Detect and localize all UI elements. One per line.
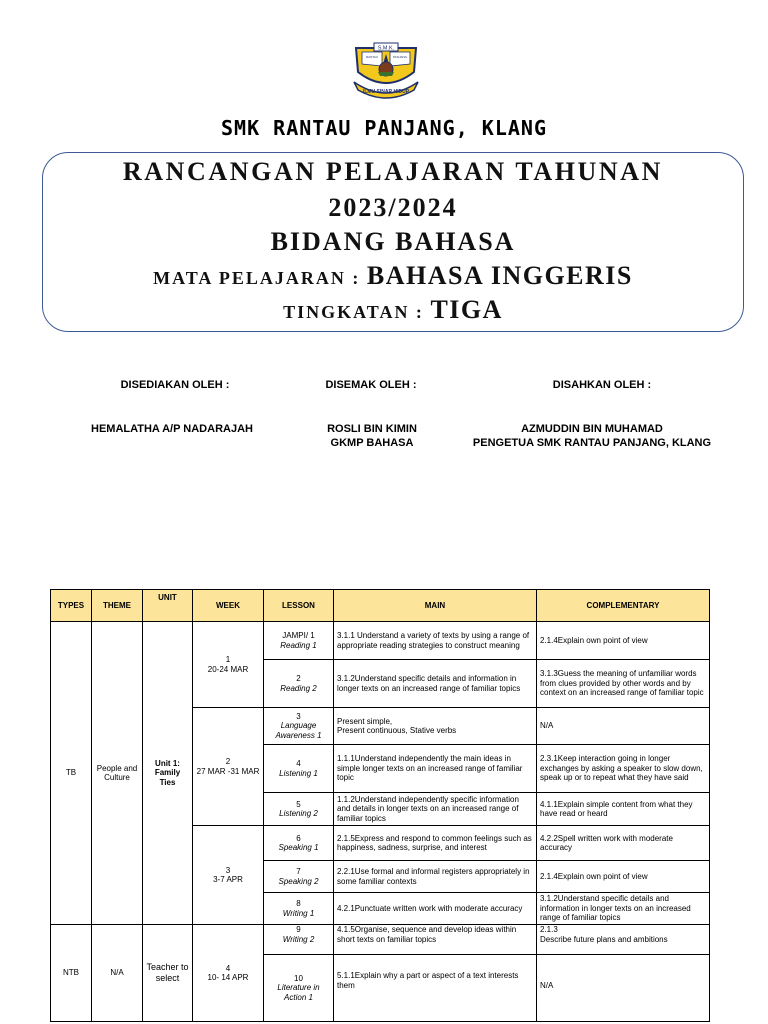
week-cell [193, 708, 264, 826]
header-week: WEEK [193, 590, 264, 622]
crest-right-text: PANJANG [393, 55, 407, 59]
main-cell: Present simple, Present continuous, Stative verbs [334, 708, 537, 745]
crest-left-text: RANTAU [365, 55, 379, 59]
complementary-cell: 3.1.2Understand specific details and information in longer texts on an increased range of familiar topics [537, 893, 710, 925]
unit-cell: Unit 1: Family Ties [143, 622, 193, 925]
subject-value: BAHASA INGGERIS [366, 261, 633, 290]
type-cell: TB [51, 622, 92, 925]
lesson-number: 4 [296, 759, 301, 768]
lesson-name: Listening 2 [279, 809, 318, 818]
subject-line [43, 261, 743, 291]
week-number: 2 [225, 757, 231, 766]
lesson-name: Listening 1 [279, 768, 318, 778]
school-crest-logo [348, 42, 424, 100]
week-cell [193, 925, 264, 1022]
lesson-name: Literature in Action 1 [277, 983, 320, 1002]
week-date: 20-24 MAR [207, 664, 249, 674]
lesson-cell [264, 793, 334, 826]
table-row [51, 925, 710, 955]
lesson-name: Reading 1 [280, 640, 317, 650]
lesson-name: Writing 1 [282, 908, 315, 918]
subject-label: MATA PELAJARAN : [153, 268, 367, 288]
week-cell [193, 826, 264, 925]
academic-year: 2023/2024 [328, 193, 458, 222]
lesson-number: 8 [296, 899, 301, 908]
complementary-cell: 2.1.4Explain own point of view [537, 861, 710, 893]
lesson-cell [264, 622, 334, 660]
main-cell: 2.1.5Express and respond to common feelings such as happiness, sadness, surprise, and interest [334, 826, 537, 861]
header-types: TYPES [51, 590, 92, 622]
form-label: TINGKATAN : [283, 302, 431, 322]
lesson-cell [264, 660, 334, 708]
title-box [42, 152, 744, 332]
type-cell: NTB [51, 925, 92, 1022]
theme-cell: N/A [92, 925, 143, 1022]
lesson-name: Speaking 1 [278, 843, 319, 852]
lesson-number: 6 [296, 833, 301, 843]
lesson-name: Reading 2 [280, 683, 317, 693]
lesson-cell [264, 955, 334, 1022]
checked-by-name: ROSLI BIN KIMIN [327, 423, 417, 435]
crest-top-text: S.M.K. [377, 45, 395, 52]
lesson-cell [264, 745, 334, 793]
week-date: 10- 14 APR [207, 973, 249, 982]
week-number: 1 [225, 655, 231, 664]
lesson-number: JAMPI/ 1 [282, 631, 315, 640]
lesson-name: Writing 2 [282, 934, 315, 944]
main-cell: 4.2.1Punctuate written work with moderate accuracy [334, 893, 537, 925]
field-title: BIDANG BAHASA [270, 227, 516, 256]
unit-cell: Teacher to select [143, 925, 193, 1022]
week-number: 4 [225, 963, 231, 973]
week-date: 27 MAR -31 MAR [196, 766, 260, 776]
lesson-number: 3 [296, 711, 301, 721]
complementary-text: Describe future plans and ambitions [540, 934, 668, 944]
table-row [51, 622, 710, 660]
lesson-number: 2 [296, 674, 301, 683]
lesson-cell [264, 826, 334, 861]
header-main: MAIN [334, 590, 537, 622]
approved-by-role: PENGETUA SMK RANTAU PANJANG, KLANG [472, 437, 712, 449]
school-name: SMK RANTAU PANJANG, KLANG [220, 116, 548, 140]
lesson-name: Language Awareness 1 [275, 721, 322, 740]
prepared-by-label: DISEDIAKAN OLEH : [120, 379, 230, 391]
week-date: 3-7 APR [213, 875, 243, 884]
complementary-cell: 3.1.3Guess the meaning of unfamiliar words from clues provided by other words and by context on an increased range of familiar topic [537, 660, 710, 708]
complementary-cell: 4.2.2Spell written work with moderate accuracy [537, 826, 710, 861]
header-unit: UNIT [143, 590, 193, 622]
crest-motto: ILMU SINAR HIDUP [362, 89, 410, 95]
main-cell: 1.1.2Understand independently specific information and details in longer texts on an increased range of familiar topics [334, 793, 537, 826]
main-cell: 5.1.1Explain why a part or aspect of a text interests them [334, 955, 537, 1022]
checked-by-label: DISEMAK OLEH : [325, 379, 417, 391]
table-header-row [51, 590, 710, 622]
complementary-cell [537, 925, 710, 955]
main-cell: 4.1.5Organise, sequence and develop ideas within short texts on familiar topics [334, 925, 537, 955]
form-value: TIGA [430, 295, 503, 324]
main-cell: 2.2.1Use formal and informal registers appropriately in some familiar contexts [334, 861, 537, 893]
complementary-code: 2.1.3 [540, 925, 558, 934]
lesson-number: 5 [296, 799, 301, 809]
approved-by-name: AZMUDDIN BIN MUHAMAD [521, 423, 663, 435]
complementary-cell: N/A [537, 955, 710, 1022]
prepared-by-name: HEMALATHA A/P NADARAJAH [91, 423, 253, 435]
complementary-cell: N/A [537, 708, 710, 745]
lesson-cell [264, 861, 334, 893]
lesson-name: Speaking 2 [278, 876, 319, 886]
lesson-plan-table [50, 589, 710, 1022]
lesson-number: 9 [296, 925, 301, 934]
lesson-cell [264, 925, 334, 955]
main-cell: 3.1.2Understand specific details and information in longer texts on an increased range of familiar topics [334, 660, 537, 708]
plan-title: RANCANGAN PELAJARAN TAHUNAN [122, 157, 664, 186]
header-complementary: COMPLEMENTARY [537, 590, 710, 622]
checked-by-role: GKMP BAHASA [330, 437, 414, 449]
header-theme: THEME [92, 590, 143, 622]
complementary-cell: 2.3.1Keep interaction going in longer exchanges by asking a speaker to slow down, speak up or to repeat what they have said [537, 745, 710, 793]
week-number: 3 [225, 865, 231, 875]
theme-cell: People and Culture [92, 622, 143, 925]
approved-by-label: DISAHKAN OLEH : [552, 379, 652, 391]
lesson-cell [264, 893, 334, 925]
main-cell: 1.1.1Understand independently the main ideas in simple longer texts on an increased range of familiar topic [334, 745, 537, 793]
complementary-cell: 4.1.1Explain simple content from what they have read or heard [537, 793, 710, 826]
main-cell: 3.1.1 Understand a variety of texts by using a range of appropriate reading strategies to construct meaning [334, 622, 537, 660]
form-line [43, 295, 743, 325]
lesson-cell [264, 708, 334, 745]
lesson-number: 7 [296, 867, 301, 876]
lesson-number: 10 [294, 973, 303, 983]
header-lesson: LESSON [264, 590, 334, 622]
week-cell [193, 622, 264, 708]
complementary-cell: 2.1.4Explain own point of view [537, 622, 710, 660]
